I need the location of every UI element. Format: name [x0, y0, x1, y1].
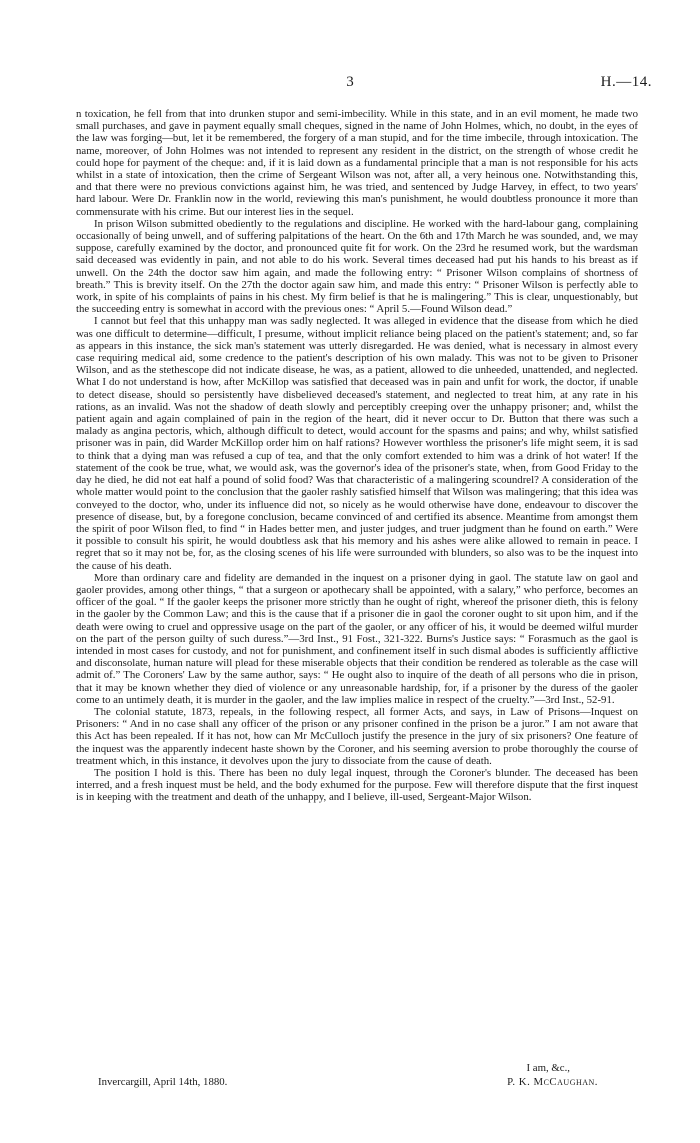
paragraph-inquest-law: More than ordinary care and fidelity are demanded in the inquest on a prisoner dying in gaol. The statute law on gaol and gaoler provides, among other things, “ that a surgeon or apothecary shall be appointed, with a salary,” who perforce, becomes an officer of the goal. “ If the gaoler keeps the prisoner more strictly than he ought of right, whereof the prisoner dieth, this is felony in the gaoler by the Common Law; and this is the cause that if a prisoner die in gaol the coroner ought to sit upon him, and if the death were owing to cruel and oppressive usage on the part of the gaoler, or any officer of his, it would be deemed wilful murder on the part of the person guilty of such duress.”—3rd Inst., 91 Fost., 321-322. Burns's Justice says: “ Forasmuch as the gaol is intended in most cases for custody, and not for punishment, and confinement itself in such dismal abodes is sufficiently afflictive and disconsolate, human nature will plead for these miserable objects that their condition be rendered as tolerable as the case will admit of.” The Coroners' Law by the same author, says: “ He ought also to inquire of the death of all persons who die in prison, that it may be known whether they died of violence or any unreasonable hardship, for, if a prisoner by the duress of the gaoler come to an untimely death, it is murder in the gaoler, and the law implies malice in respect of the cruelty.”—3rd Inst., 52-91.	[76, 571, 638, 706]
paragraph-intoxication: n toxication, he fell from that into drunken stupor and semi-imbecility. While in this state, and in an evil moment, he made two small purchases, and gave in payment equally small cheques, signed in the name of John Holmes, which, no doubt, in the eyes of the law was forging—but, let it be remembered, the forgery of a man stupid, and for the time imbecile, through intoxication. The name, moreover, of John Holmes was not intended to represent any resident in the district, on the strength of whose credit he could hope for payment of the cheque: and, if it is laid down as a fundamental principle that a man is not responsible for his acts whilst in a state of intoxication, then the crime of Sergeant Wilson was not, after all, a very heinous one. Notwithstanding this, and that there were no previous convictions against him, he was tried, and sentenced by Judge Harvey, in effect, to two years' hard labour. Were Dr. Franklin now in the world, reviewing this man's punishment, he would doubtless pronounce it more than commensurate with his crime. But our interest lies in the sequel.	[76, 108, 638, 218]
page-number: 3	[346, 74, 354, 90]
paragraph-colonial-statute: The colonial statute, 1873, repeals, in the following respect, all former Acts, and says, in Law of Prisons—Inquest on Prisoners: “ And in no case shall any officer of the prison or any prisoner confined in the prison be a juror.” I am not aware that this Act has been repealed. If it has not, how can Mr McCulloch justify the presence in the jury of six prisoners? One feature of the inquest was the apparently indecent haste shown by the Coroner, and his seeming aversion to probe thoroughly the course of treatment which, in this instance, it devolves upon the jury to dissociate from the cause of death.	[76, 705, 638, 767]
letter-body	[76, 108, 638, 804]
salutation: I am, &c.,	[526, 1062, 570, 1074]
paragraph-prison-treatment: In prison Wilson submitted obediently to the regulations and discipline. He worked with the hard-labour gang, complaining occasionally of being unwell, and of suffering palpitations of the heart. On the 6th and 17th March he was sounded, and, we may suppose, carefully examined by the doctor, and pronounced quite fit for work. On the 23rd he resumed work, but the wardsman said deceased was evidently in pain, and not able to do his work. Several times deceased had put his hands to his breast as if unwell. On the 24th the doctor saw him again, and made the following entry: “ Prisoner Wilson complains of shortness of breath.” This is brevity itself. On the 27th the doctor again saw him, and made this entry: “ Prisoner Wilson is perfectly able to work, in spite of his complaints of pains in his chest. My firm belief is that he is malingering.” This is clear, unquestionably, but the succeeding entry is somewhat in accord with the previous ones: “ April 5.—Found Wilson dead.”	[76, 217, 638, 316]
signature: P. K. McCaughan.	[507, 1076, 598, 1088]
place-and-date: Invercargill, April 14th, 1880.	[98, 1076, 228, 1088]
document-reference: H.—14.	[600, 74, 652, 90]
paragraph-neglect: I cannot but feel that this unhappy man was sadly neglected. It was alleged in evidence that the disease from which he died was one difficult to determine—difficult, I presume, without implicit reliance being placed on the patient's statement; and, so far as appears in this instance, the sick man's statement was utterly disregarded. He was denied, what is necessary in almost every case requiring medical aid, some credence to the patient's description of his own malady. This was not to be given to Prisoner Wilson, and as the stethescope did not indicate disease, he was, as a patient, allowed to die unheeded, unattended, and neglected. What I do not understand is how, after McKillop was satisfied that deceased was in pain and unfit for work, the doctor, if unable to detect disease, should so persistently have disbelieved deceased's statement, and neglected to treat him, at any rate in his rations, as an invalid. Was not the shadow of death slowly and perceptibly creeping over the unhappy prisoner; and, whilst the patient again and again complained of pain in the region of the heart, did it never occur to Dr. Button that there was such a malady as angina pectoris, which, although difficult to detect, would account for the spasms and pains; and why, whilst satisfied prisoner was in pain, did Warder McKillop order him on half rations? However worthless the prisoner's life might seem, it is sad to think that a dying man was refused a cup of tea, and that the only comfort extended to him was a drink of hot water! If the statement of the cook be true, what, we would ask, was the governor's idea of the prisoner's state, when, from Good Friday to the day he died, he did not eat half a pound of solid food? Was that characteristic of a malingering scoundrel? A consideration of the whole matter would point to the conclusion that the gaoler rashly satisfied himself that Wilson was malingering; that this idea was conveyed to the doctor, who, under its influence did not, so nicely as he would otherwise have done, endeavour to discover the presence of disease, but, by a foregone conclusion, became convinced of and certified its absence. Meantime from amongst them the spirit of poor Wilson fled, to find “ in Hades better men, and juster judges, and truer judgment than he found on earth.” Were it possible to consult his spirit, he would doubtless ask that his memory and his ashes were alike allowed to remain in peace. I regret that so it may not be, for, as the closing scenes of his life were surrounded with blunders, so also was to be the inquest into the cause of his death.	[76, 315, 638, 572]
paragraph-position: The position I hold is this. There has been no duly legal inquest, through the Coroner's blunder. The deceased has been interred, and a fresh inquest must be held, and the body exhumed for the purpose. Few will therefore dispute that the first inquest is in keeping with the treatment and death of the unhappy, and I believe, ill-used, Sergeant-Major Wilson.	[76, 766, 638, 804]
